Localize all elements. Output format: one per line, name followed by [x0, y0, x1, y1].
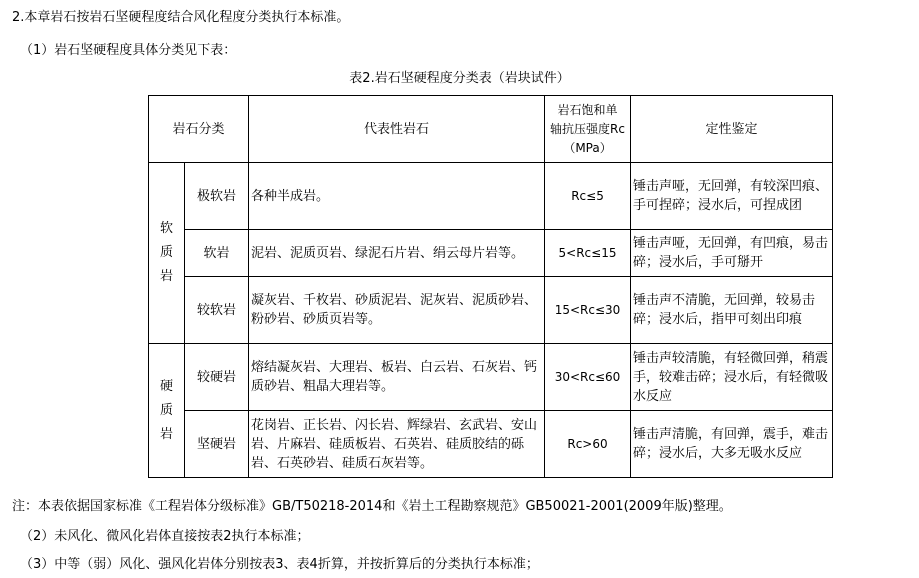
header-rock-class: 岩石分类: [149, 96, 249, 163]
subclass-cell: 较软岩: [185, 277, 249, 344]
group-soft-rock: [149, 163, 185, 344]
strength-cell: 5<Rc≤15: [545, 230, 631, 277]
table-header-row: [149, 96, 833, 163]
header-strength-line2: 轴抗压强度Rc: [550, 121, 625, 136]
representative-cell: 熔结凝灰岩、大理岩、板岩、白云岩、石灰岩、钙质砂岩、粗晶大理岩等。: [249, 344, 545, 411]
representative-cell: 花岗岩、正长岩、闪长岩、辉绿岩、玄武岩、安山岩、片麻岩、硅质板岩、石英岩、硅质胶结的砾岩、石英砂岩、硅质石灰岩等。: [249, 411, 545, 478]
table-row: [149, 344, 833, 411]
group-hard-rock: [149, 344, 185, 478]
identification-cell: 锤击声哑，无回弹，有较深凹痕、手可捏碎；浸水后，可捏成团: [631, 163, 833, 230]
group-char: 质: [159, 245, 173, 260]
group-char: 质: [159, 402, 173, 418]
table-row: [149, 230, 833, 277]
identification-cell: 锤击声哑，无回弹，有凹痕，易击碎；浸水后，手可掰开: [631, 230, 833, 277]
header-identification: 定性鉴定: [631, 96, 833, 163]
table-row: [149, 277, 833, 344]
table-caption: 表2.岩石坚硬程度分类表（岩块试件）: [349, 71, 570, 86]
header-representative: 代表性岩石: [249, 96, 545, 163]
subsection-1-heading: （1）岩石坚硬程度具体分类见下表：: [20, 43, 237, 58]
table-row: [149, 411, 833, 478]
group-char: 岩: [159, 426, 173, 442]
header-strength: [545, 96, 631, 163]
table-row: [149, 163, 833, 230]
subclass-cell: 坚硬岩: [185, 411, 249, 478]
group-char: 软: [159, 221, 173, 236]
header-strength-line1: 岩石饱和单: [557, 102, 618, 117]
rock-hardness-table: [148, 95, 833, 478]
header-strength-line3: （MPa）: [563, 140, 612, 155]
strength-cell: 15<Rc≤30: [545, 277, 631, 344]
group-char: 硬: [159, 378, 173, 394]
subclass-cell: 极软岩: [185, 163, 249, 230]
strength-cell: Rc≤5: [545, 163, 631, 230]
representative-cell: 泥岩、泥质页岩、绿泥石片岩、绢云母片岩等。: [249, 230, 545, 277]
strength-cell: Rc>60: [545, 411, 631, 478]
list-item-2: （2）未风化、微风化岩体直接按表2执行本标准；: [20, 529, 310, 544]
identification-cell: 锤击声清脆，有回弹，震手，难击碎；浸水后，大多无吸水反应: [631, 411, 833, 478]
table-note: 注：本表依据国家标准《工程岩体分级标准》GB/T50218-2014和《岩土工程勘察规范》GB50021-2001(2009年版)整理。: [12, 499, 732, 514]
list-item-3: （3）中等（弱）风化、强风化岩体分别按表3、表4折算，并按折算后的分类执行本标准；: [20, 557, 539, 572]
identification-cell: 锤击声较清脆，有轻微回弹，稍震手，较难击碎；浸水后，有轻微吸水反应: [631, 344, 833, 411]
representative-cell: 凝灰岩、千枚岩、砂质泥岩、泥灰岩、泥质砂岩、粉砂岩、砂质页岩等。: [249, 277, 545, 344]
subclass-cell: 较硬岩: [185, 344, 249, 411]
strength-cell: 30<Rc≤60: [545, 344, 631, 411]
subclass-cell: 软岩: [185, 230, 249, 277]
identification-cell: 锤击声不清脆，无回弹，较易击碎；浸水后，指甲可刻出印痕: [631, 277, 833, 344]
representative-cell: 各种半成岩。: [249, 163, 545, 230]
group-char: 岩: [159, 269, 173, 284]
intro-paragraph: 2.本章岩石按岩石坚硬程度结合风化程度分类执行本标准。: [12, 10, 350, 25]
